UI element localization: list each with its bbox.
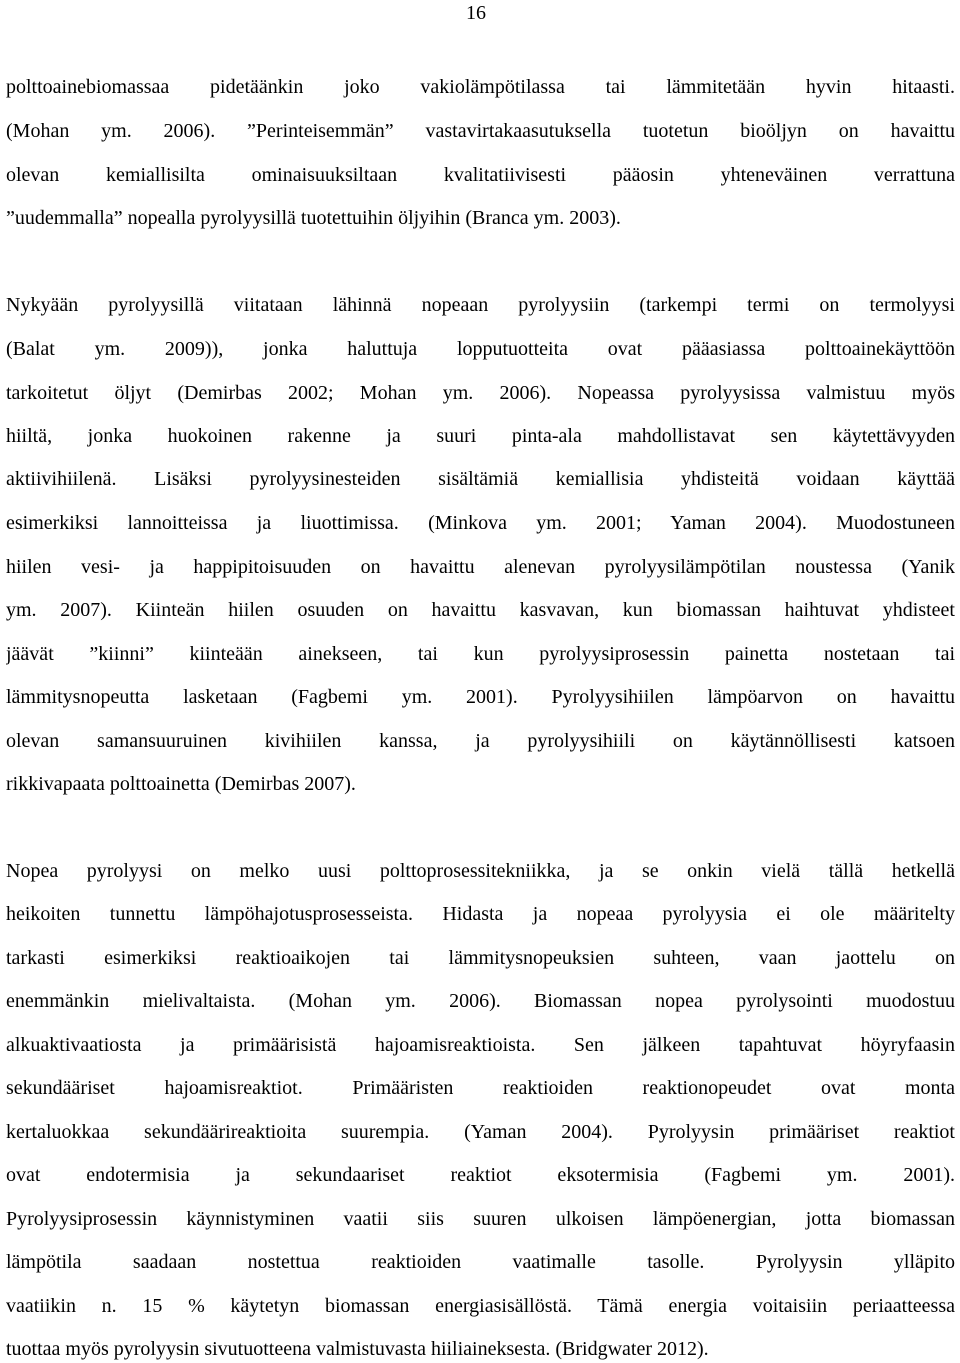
page-number: 16 — [466, 2, 486, 24]
text-line: olevan kemiallisilta ominaisuuksiltaan kvalitatiivisesti pääosin yhteneväinen verrattuna — [6, 164, 955, 186]
text-line: Pyrolyysiprosessin käynnistyminen vaatii siis suuren ulkoisen lämpöenergian, jotta biomassan — [6, 1208, 955, 1230]
text-line: (Mohan ym. 2006). ”Perinteisemmän” vastavirtakaasutuksella tuotetun bioöljyn on havaittu — [6, 120, 955, 142]
text-line: tarkoitetut öljyt (Demirbas 2002; Mohan ym. 2006). Nopeassa pyrolyysissa valmistuu myös — [6, 382, 955, 404]
text-line: Nopea pyrolyysi on melko uusi polttoprosessitekniikka, ja se onkin vielä tällä hetkellä — [6, 860, 955, 882]
text-line: heikoiten tunnettu lämpöhajotusprosesseista. Hidasta ja nopeaa pyrolyysia ei ole määritelty — [6, 903, 955, 925]
text-line: olevan samansuuruinen kivihiilen kanssa, ja pyrolyysihiili on käytännöllisesti katsoen — [6, 730, 955, 752]
text-line: kertaluokkaa sekundäärireaktioita suurempia. (Yaman 2004). Pyrolyysin primääriset reaktiot — [6, 1121, 955, 1143]
text-line: vaatiikin n. 15 % käytetyn biomassan energiasisällöstä. Tämä energia voitaisiin periaatteessa — [6, 1295, 955, 1317]
text-line: jäävät ”kiinni” kiinteään ainekseen, tai kun pyrolyysiprosessin painetta nostetaan tai — [6, 643, 955, 665]
text-line: sekundääriset hajoamisreaktiot. Primääristen reaktioiden reaktionopeudet ovat monta — [6, 1077, 955, 1099]
text-line: hiiltä, jonka huokoinen rakenne ja suuri pinta-ala mahdollistavat sen käytettävyyden — [6, 425, 955, 447]
text-line: hiilen vesi- ja happipitoisuuden on havaittu alenevan pyrolyysilämpötilan noustessa (Yanik — [6, 556, 955, 578]
text-line: esimerkiksi lannoitteissa ja liuottimissa. (Minkova ym. 2001; Yaman 2004). Muodostuneen — [6, 512, 955, 534]
text-line: tarkasti esimerkiksi reaktioaikojen tai lämmitysnopeuksien suhteen, vaan jaottelu on — [6, 947, 955, 969]
text-line: (Balat ym. 2009)), jonka haluttuja lopputuotteita ovat pääasiassa polttoainekäyttöön — [6, 338, 955, 360]
text-line: Nykyään pyrolyysillä viitataan lähinnä nopeaan pyrolyysiin (tarkempi termi on termolyysi — [6, 294, 955, 316]
text-line: lämmitysnopeutta lasketaan (Fagbemi ym. 2001). Pyrolyysihiilen lämpöarvon on havaittu — [6, 686, 955, 708]
text-line: alkuaktivaatiosta ja primäärisistä hajoamisreaktioista. Sen jälkeen tapahtuvat höyryfaasin — [6, 1034, 955, 1056]
text-line: ”uudemmalla” nopealla pyrolyysillä tuotettuihin öljyihin (Branca ym. 2003). — [6, 207, 621, 229]
text-line: lämpötila saadaan nostettua reaktioiden vaatimalle tasolle. Pyrolyysin ylläpito — [6, 1251, 955, 1273]
text-line: polttoainebiomassaa pidetäänkin joko vakiolämpötilassa tai lämmitetään hyvin hitaasti. — [6, 76, 955, 98]
text-line: tuottaa myös pyrolyysin sivutuotteena valmistuvasta hiiliaineksesta. (Bridgwater 2012). — [6, 1338, 709, 1360]
text-line: ovat endotermisia ja sekundaariset reaktiot eksotermisia (Fagbemi ym. 2001). — [6, 1164, 955, 1186]
text-line: enemmänkin mielivaltaista. (Mohan ym. 2006). Biomassan nopea pyrolysointi muodostuu — [6, 990, 955, 1012]
text-line: rikkivapaata polttoainetta (Demirbas 2007). — [6, 773, 356, 795]
text-line: aktiivihiilenä. Lisäksi pyrolyysinesteiden sisältämiä kemiallisia yhdisteitä voidaan käyttää — [6, 468, 955, 490]
text-line: ym. 2007). Kiinteän hiilen osuuden on havaittu kasvavan, kun biomassan haihtuvat yhdisteet — [6, 599, 955, 621]
